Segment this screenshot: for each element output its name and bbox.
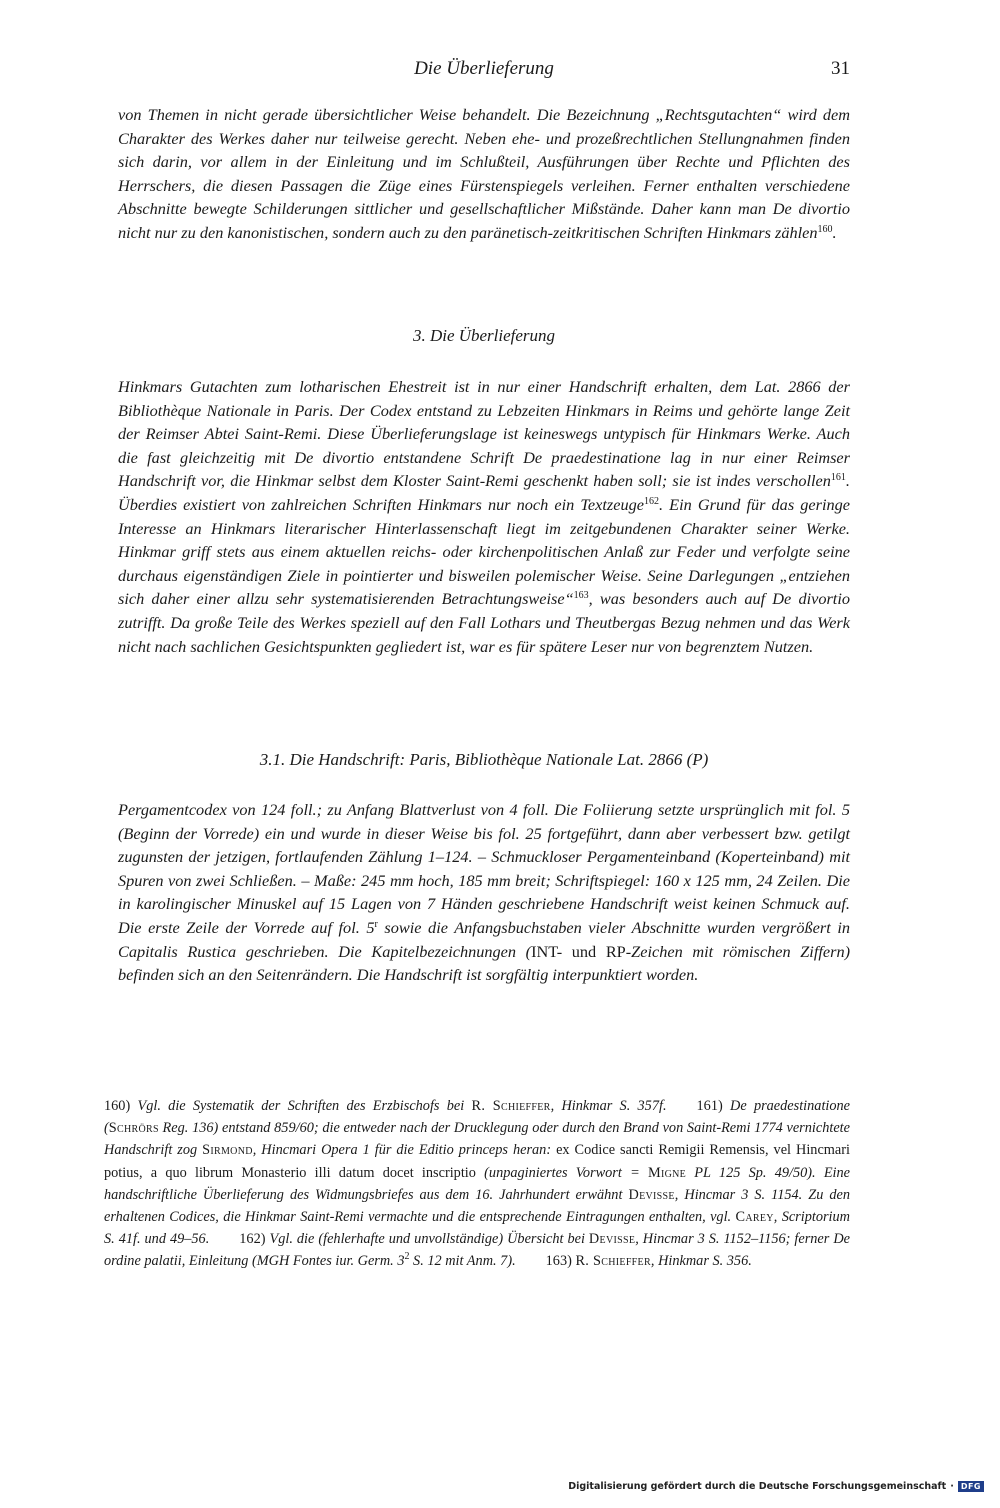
footnote-ref-163[interactable]: 163 <box>573 590 589 602</box>
footnote-ref-161[interactable]: 161 <box>830 472 846 484</box>
page-header <box>118 58 850 90</box>
digitization-credit: Digitalisierung gefördert durch die Deutsche Forschungsgemeinschaft · DFG <box>568 1481 984 1492</box>
section-heading-3: 3. Die Überlieferung <box>412 326 556 345</box>
footnote-160-number: 160) <box>104 1098 131 1114</box>
section-heading-3-1: 3.1. Die Handschrift: Paris, Bibliothèque Nationale Lat. 2866 (P) <box>259 750 709 769</box>
footnote-163-number: 163) <box>545 1253 572 1270</box>
footnote-ref-162[interactable]: 162 <box>643 495 659 507</box>
body-paragraph-3: Pergamentcodex von 124 foll.; zu Anfang Blattverlust von 4 foll. Die Foliierung setzte ursprünglich mit fol. 5 (Beginn der Vorrede) ein und wurde in dieser Weise bis fol. 25 fortgeführt, dann aber verbessert bzw. getilgt zugunsten der jetzigen, fortlaufenden Zählung 1–124. – Schmuckloser Pergamenteinband (Koperteinband) mit Spuren von zwei Schließen. – Maße: 245 mm hoch, 185 mm breit; Schriftspiegel: 160 x 125 mm, 24 Zeilen. Die in karolingischer Minuskel auf 15 Lagen von 7 Händen geschriebene Handschrift weist keinen Schmuck auf. Die erste Zeile der Vorrede auf fol. 5$^r$ sowie die Anfangsbuchstaben vieler Abschnitte wurden vergrößert in Capitalis Rustica geschrieben. Die Kapitelbezeichnungen (INT- und RP-Zeichen mit römischen Ziffern) befinden sich an den Seitenrändern. Die Handschrift ist sorgfältig interpunktiert worden. <box>118 800 851 985</box>
body-paragraph-1: von Themen in nicht gerade übersichtlicher Weise behandelt. Die Bezeichnung „Rechtsgutachten“ wird dem Charakter des Werkes daher nur teilweise gerecht. Neben ehe- und prozeßrechtlichen Stellungnahmen finden sich darin, vor allem in der Einleitung und im Schlußteil, Ausführungen über Rechte und Pflichten des Herrschers, die diesen Passagen die Züge eines Fürstenspiegels verleihen. Ferner enthalten verschiedene Abschnitte bewegte Schilderungen sittlicher und gesellschaftlicher Mißstände. Daher kann man De divortio nicht nur zu den kanonistischen, sondern auch zu den paränetisch-zeitkritischen Schriften Hinkmars zählen$^{160}$. <box>118 105 850 242</box>
footnote-162-number: 162) <box>239 1231 266 1248</box>
footnotes: 160) Vgl. die Systematik der Schriften des Erzbischofs bei R. Schieffer, Hinkmar S. 357f. 161) De praedestinatione (Schrörs Reg. 136) entstand 859/60; die entweder nach der Drucklegung oder durch den Brand von Saint-Remi 1774 vernichtete Handschrift zog Sirmond, Hincmari Opera 1 für die Editio princeps heran: ex Codice sancti Remigii Remensis, vel Hincmari potius, a quo librum Monasterio illi datum docet inscriptio (unpaginiertes Vorwort = Migne PL 125 Sp. 49/50). Eine handschriftliche Überlieferung des Widmungsbriefes aus dem 16. Jahrhundert erwähnt Devisse, Hincmar 3 S. 1154. Zu den erhaltenen Codices, die Hinkmar Saint-Remi vermachte und die entsprechende Eintragungen enthalten, vgl. Carey, Scriptorium S. 41f. und 49–56. 162) Vgl. die (fehlerhafte und unvollständige) Übersicht bei Devisse, Hincmar 3 S. 1152–1156; ferner De ordine palatii, Einleitung (MGH Fontes iur. Germ. $3^2$ S. 12 mit Anm. 7). 163) R. Schieffer, Hinkmar S. 356. <box>104 1098 851 1270</box>
page-number: 31 <box>831 58 850 79</box>
credit-text: Digitalisierung gefördert durch die Deutsche Forschungsgemeinschaft <box>568 1481 947 1492</box>
footnote-161-number: 161) <box>696 1098 723 1114</box>
running-title: Die Überlieferung <box>414 58 554 79</box>
footnote-ref-160[interactable]: 160 <box>817 223 833 235</box>
dfg-logo: DFG <box>958 1481 984 1492</box>
body-paragraph-2: Hinkmars Gutachten zum lotharischen Ehestreit ist in nur einer Handschrift erhalten, dem Lat. 2866 der Bibliothèque Nationale in Paris. Der Codex entstand zu Lebzeiten Hinkmars in Reims und gehörte lange Zeit der Reimser Abtei Saint-Remi. Diese Überlieferungslage ist keineswegs untypisch für Hinkmars Werke. Auch die fast gleichzeitig mit De divortio entstandene Schrift De praedestinatione lag in nur einer Reimser Handschrift vor, die Hinkmar selbst dem Kloster Saint-Remi geschenkt haben soll; sie ist indes verschollen$^{161}$. Überdies existiert von zahlreichen Schriften Hinkmars nur noch ein Textzeuge$^{162}$. Ein Grund für das geringe Interesse an Hinkmars literarischer Hinterlassenschaft liegt im zeitgebundenen Charakter seiner Werke. Hinkmar griff stets aus einem aktuellen reichs- oder kirchenpolitischen Anlaß zur Feder und verfolgte seine durchaus eigenständigen Ziele in pointierter und bisweilen polemischer Weise. Seine Darlegungen „entziehen sich daher einer allzu sehr systematisierenden Betrachtungsweise“$^{163}$, was besonders auch auf De divortio zutrifft. Da große Teile des Werkes speziell auf den Fall Lothars und Theutbergas Bezug nehmen und das Werk nicht nach sachlichen Gesichtspunkten gegliedert ist, war es für spätere Leser nur von begrenztem Nutzen. <box>118 377 850 656</box>
